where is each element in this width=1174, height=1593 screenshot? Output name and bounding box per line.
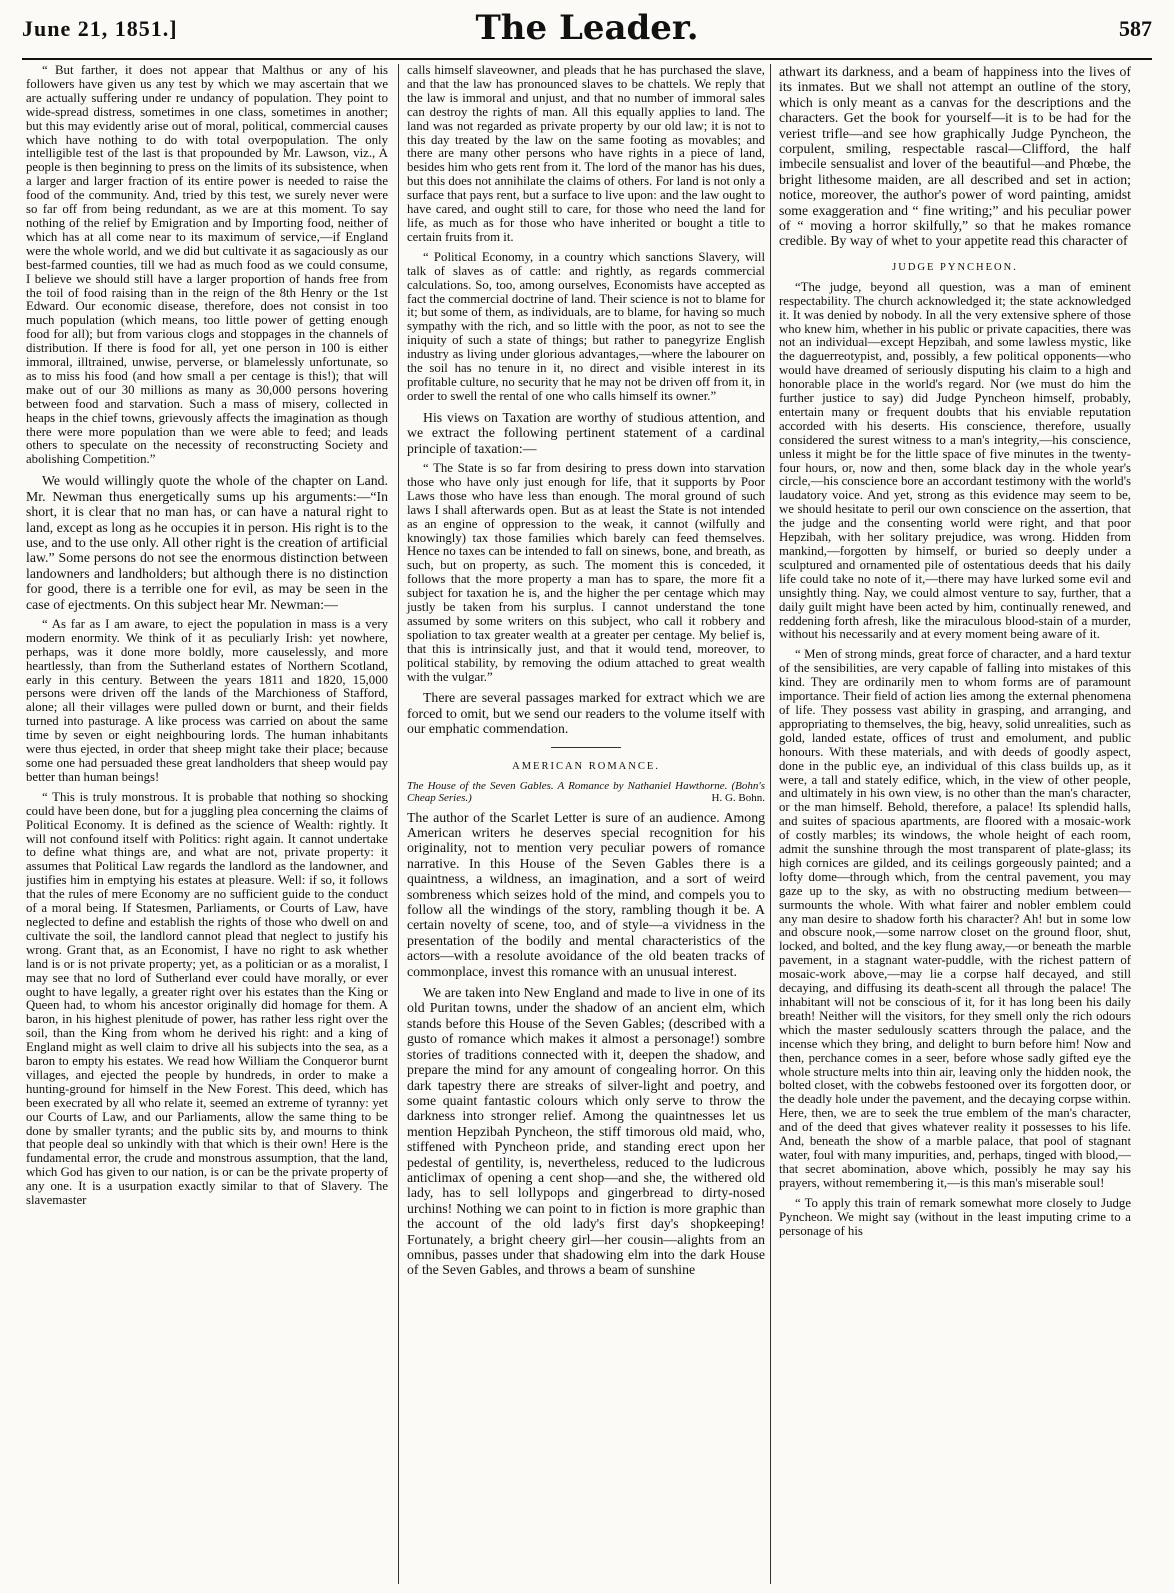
citation-title: The House of the Seven Gables. A Romance by Nathaniel Hawthorne. (Bohn's Cheap Series.): [407, 779, 765, 804]
page-number: 587: [1119, 16, 1152, 41]
masthead: [22, 6, 1152, 60]
paragraph: “ But farther, it does not appear that Malthus or any of his followers have given us any test by which we may ascertain that we are actually suffering under re undancy of population. They point to wide-spread distress, sometimes in one class, sometimes in another; but this may evidently arise out of moral, political, commercial causes which have nothing to do with total overpopulation. The only intelligible test of the last is that propounded by Mr. Lawson, viz., A people is then beginning to press on the limits of its subsistence, when a larger and larger fraction of its entire power is needed to raise the food of the community. And, tried by this test, we surely never were so far off from being redundant, as we are at this moment. To say nothing of the relief by Emigration and by Importing food, neither of which has at all come near to its maximum of service,—if England were the whole world, and we did but cultivate it as sagaciously as our best-farmed counties, till we had as much food as we could consume, I believe we should still have a larger proportion of hands free from the toil of food raising than in the reign of the 8th Henry or the 1st Edward. Our economic disease, therefore, does not consist in too much population (which means, too little power of getting enough food for all); but from various clogs and stoppages in the channels of distribution. If there is food for all, yet one person in 100 is either immoral, illtrained, unwise, perverse, or blamelessly unfortunate, so as to miss his food (and how small a per centage is this!); that will make out of our 30 millions as many as 30,000 persons hovering between food and starvation. Such a mass of misery, collected in heaps in the chief towns, grievously affects the imagination as though there were more population than we were able to feed; and leads others to speculate on the necessity of reconstructing Society and abolishing Competition.”: [26, 64, 388, 467]
column-1: [26, 64, 388, 1584]
paragraph: We would willingly quote the whole of the chapter on Land. Mr. Newman thus energetically sums up his arguments:—“In short, it is clear that no man has, or can have a natural right to land, except as long as he occupies it in person. His right is to the use, and to the use only. All other right is the creation of artificial law.” Some persons do not see the enormous distinction between landowners and landholders; but although there is no distinction for good, there is a terrible one for evil, as may be seen in the case of ejectments. On this subject hear Mr. Newman:—: [26, 473, 388, 612]
book-citation: [407, 780, 765, 804]
paragraph: “The judge, beyond all question, was a man of eminent respectability. The church acknowledged it; the state acknowledged it. It was denied by nobody. In all the very extensive sphere of those who knew him, whether in his public or private capacities, there was not an individual—except Hepzibah, and some lawless mystic, like the daguerreotypist, and, possibly, a few political opponents—who would have dreamed of seriously disputing his claim to a high and honorable place in the world's regard. Nor (we must do him the further justice to say) did Judge Pyncheon himself, probably, entertain many or frequent doubts that his enviable reputation accorded with his deserts. His conscience, therefore, usually considered the surest witness to a man's integrity,—his conscience, unless it might be for the little space of five minutes in the twenty-four hours, or, now and then, some black day in the whole year's circle,—his conscience bore an accordant testimony with the world's laudatory voice. And yet, strong as this evidence may seem to be, we should hesitate to peril our own conscience on the assertion, that the judge and the consenting world were right, and that poor Hepzibah, with her solitary prejudice, was wrong. Hidden from mankind,—forgotten by himself, or buried so deeply under a sculptured and ornamented pile of ostentatious deeds that his daily life could take no note of it,—there may have lurked some evil and unsightly thing. Nay, we could almost venture to say, further, that a daily guilt might have been acted by him, continually renewed, and reddening forth afresh, like the miraculous blood-stain of a murder, without his necessarily and at every moment being aware of it.: [779, 279, 1131, 642]
column-2: [398, 64, 765, 1584]
section-heading: AMERICAN ROMANCE.: [512, 760, 660, 772]
paragraph: “ To apply this train of remark somewhat more closely to Judge Pyncheon. We might say (without in the least imputing crime to a personage of his: [779, 1195, 1131, 1238]
paragraph: The author of the Scarlet Letter is sure of an audience. Among American writers he deserves special recognition for his originality, not to mention very peculiar powers of romance narrative. In this House of the Seven Gables there is a quaintness, a wildness, an imagination, and a sort of weird sombreness which seizes hold of the mind, and compels you to follow all the windings of the story, rambling though it be. A certain novelty of scene, too, and of style—a vividness in the presentation of the bodily and mental characteristics of the actors—with a resolute avoidance of the old beaten tracks of commonplace, invest this romance with an unusual interest.: [407, 809, 765, 979]
citation-publisher: H. G. Bohn.: [711, 791, 765, 804]
paragraph: We are taken into New England and made to live in one of its old Puritan towns, under the shadow of an ancient elm, which stands before this House of the Seven Gables; (described with a gusto of romance which makes it almost a personage!) sombre stories of traditions connected with it, deepen the shadow, and prepare the mind for any amount of congealing horror. On this dark tapestry there are streaks of silver-light and poetry, and some quaint fantastic colours which only serve to throw the darkness into stronger relief. Among the quaintnesses let us mention Hepzibah Pyncheon, the stiff timorous old maid, who, stiffened with Pyncheon pride, and standing erect upon her pedestal of gentility, is, nevertheless, reduced to the ludicrous anticlimax of opening a cent shop—and she, the withered old lady, has to sell lollypops and gingerbread to dirty-nosed urchins! Nothing we can point to in fiction is more graphic than the account of the old lady's first day's shopkeeping! Fortunately, a bright cheery girl—her cousin—alights from an omnibus, passes under that shadowing elm into the dark House of the Seven Gables, and throws a beam of sunshine: [407, 985, 765, 1278]
column-3: [770, 64, 1131, 1584]
paragraph: “ Political Economy, in a country which sanctions Slavery, will talk of slaves as of cattle: and rightly, as regards commercial calculations. So, too, among ourselves, Economists have accepted as fact the commercial doctrine of land. Their science is not to blame for it; but some of them, as individuals, are to blame, for having so much sympathy with the rich, and so little with the poor, as not to see the iniquity of such a state of things; but rather to panegyrize English industry as living under glorious advantages,—where the labourer on the soil has no tenure in it, no direct and visible interest in its profitable culture, no security that he may not be driven off from it, in order to swell the rental of one who calls himself its owner.”: [407, 249, 765, 403]
paragraph: There are several passages marked for extract which we are forced to omit, but we send our readers to the volume itself with our emphatic commendation.: [407, 690, 765, 737]
section-heading: JUDGE PYNCHEON.: [892, 261, 1018, 273]
paragraph: His views on Taxation are worthy of studious attention, and we extract the following pertinent statement of a cardinal principle of taxation:—: [407, 409, 765, 456]
paragraph: “ The State is so far from desiring to press down into starvation those who have only just enough for life, that it supports by Poor Laws those who have less than enough. The moral ground of such laws I shall afterwards open. But as at least the State is not intended as an engine of oppression to the weak, it cannot (wilfully and knowingly) tax those families which barely can feed themselves. Hence no taxes can be intended to fall on sinews, bone, and breath, as such, but on property, as such. The moment this is conceded, it follows that the more property a man has to spare, the more fit a subject for taxation he is, and the higher the per centage which may justly be taken from his surplus. I cannot understand the tone assumed by some writers on this subject, who call it robbery and spoliation to tax greater wealth at a greater per centage. My belief is, that this is intrinsically just, and that it would tend, moreover, to political stability, by removing the odium attached to great wealth with the vulgar.”: [407, 460, 765, 684]
newspaper-title: The Leader.: [475, 8, 699, 48]
paragraph: “ As far as I am aware, to eject the population in mass is a very modern enormity. We think of it as peculiarly Irish: yet nowhere, perhaps, was it done more boldly, more causelessly, and more heartlessly, than from the Sutherland estates of Northern Scotland, early in this century. Between the years 1811 and 1820, 15,000 persons were driven off the lands of the Marchioness of Stafford, alone; all their villages were pulled down or burnt, and their fields turned into pasturage. A like process was carried on about the same time by seven or eight neighbouring lords. The human inhabitants were thus ejected, in order that sheep might take their place; because some one had persuaded these great landholders that sheep would pay better than human beings!: [26, 616, 388, 784]
paragraph: calls himself slaveowner, and pleads that he has purchased the slave, and that the law has pronounced slaves to be chattels. We reply that the law is immoral and unjust, and that no number of immoral sales can destroy the rights of man. All this equally applies to land. The land was not regarded as private property by our old law; it is not to this day treated by the law on the same footing as movables; and there are many other persons who have rights in a piece of land, besides him who gets rent from it. The lord of the manor has his dues, but this does not annihilate the claims of others. For land is not only a surface that pays rent, but a surface to live upon: and the law ought to have cared, and ought still to care, for those who need the land for life, as much as for those who have inherited or bought a title to certain fruits from it.: [407, 64, 765, 244]
issue-date: June 21, 1851.]: [22, 16, 178, 41]
divider: [551, 747, 621, 748]
paragraph: “ Men of strong minds, great force of character, and a hard textur of the sensibilities, are very capable of falling into mistakes of this kind. They are ordinarily men to whom forms are of paramount importance. Their field of action lies among the external phenomena of life. They possess vast ability in grasping, and arranging, and appropriating to themselves, the big, heavy, solid unrealities, such as gold, landed estate, offices of trust and emolument, and public honours. With these materials, and with deeds of goodly aspect, done in the public eye, an individual of this class builds up, as it were, a tall and stately edifice, which, in the view of other people, and ultimately in his own view, is no other than the man's character, or the man himself. Behold, therefore, a palace! Its splendid halls, and suites of spacious apartments, are floored with a mosaic-work of costly marbles; its windows, the whole height of each room, admit the sunshine through the most transparent of plate-glass; its high cornices are gilded, and its ceilings gorgeously painted; and a lofty dome—through which, from the central pavement, you may gaze up to the sky, as with no obstructing medium between—surmounts the whole. With what fairer and nobler emblem could any man desire to shadow forth his character? Ah! but in some low and obscure nook,—some narrow closet on the ground floor, shut, locked, and bolted, and the key flung away,—or beneath the marble pavement, in a stagnant water-puddle, with the richest pattern of mosaic-work above,—may lie a corpse half decayed, and still decaying, and diffusing its death-scent all through the palace! The inhabitant will not be conscious of it, for it has long been his daily breath! Neither will the visitors, for they smell only the rich odours which the master sedulously scatters through the palace, and the incense which they bring, and delight to burn before him! Now and then, perchance comes in a seer, before whose sadly gifted eye the whole structure melts into thin air, leaving only the hidden nook, the bolted closet, with the cobwebs festooned over its forgotten door, or the deadly hole under the pavement, and the decaying corpse within. Here, then, we are to seek the true emblem of the man's character, and of the deed that gives whatever reality it possesses to his life. And, beneath the show of a marble palace, that pool of stagnant water, foul with many impurities, and, perhaps, tinged with blood,—that secret abomination, above which, possibly he may say his prayers, without remembering it,—is this man's miserable soul!: [779, 647, 1131, 1190]
paragraph: athwart its darkness, and a beam of happiness into the lives of its inmates. But we shall not attempt an outline of the story, which is only meant as a canvas for the descriptions and the characters. Get the book for yourself—it is to be had for the veriest trifle—and see how graphically Judge Pyncheon, the corpulent, smiling, respectable rascal—Clifford, the half imbecile sensualist and lover of the beautiful—and Phœbe, the bright lithesome maiden, are all described and set in action; notice, moreover, the author's power of word painting, amidst some exaggeration and “ fine writing;” and his peculiar power of “ moving a horror skilfully,” so that he makes romance credible. By way of whet to your appetite read this character of: [779, 64, 1131, 249]
paragraph: “ This is truly monstrous. It is probable that nothing so shocking could have been done, but for a juggling plea concerning the claims of Political Economy. It is defined as the science of Wealth: rightly. It will not confound itself with Politics: right again. It cannot undertake to define what things are, and what are not, private property: it assumes that Political Law regards the landlord as the landowner, and justifies him in emptying his estates at pleasure. Well: if so, it follows that the rules of mere Economy are no sufficient guide to the conduct of a moral being. If Statesmen, Parliaments, or Courts of Law, have neglected to define and establish the rights of those who dwell on and cultivate the soil, the landlord cannot plead that neglect to justify his wrong. Grant that, as an Economist, I have no right to ask whether land is or is not private property; yet, as a politician or as a moralist, I may see that no lord of Sutherland ever could have morally, or ever ought to have legally, a greater right over his estates than the King or Queen had, to whom his ancestor originally did homage for them. A baron, in his highest plenitude of power, has rather less right over the soil, than the King from whom he derived his right: and a king of England might as well claim to drive all his subjects into the sea, as a baron to empty his estates. We read how William the Conqueror burnt villages, and ejected the people by hundreds, in order to make a hunting-ground for himself in the New Forest. This deed, which has been execrated by all who relate it, seemed an extreme of tyranny: yet our Courts of Law, and our Parliaments, allow the same thing to be done by smaller tyrants; and the public sits by, and mourns to think that people deal so unkindly with that which is their own! Here is the fundamental error, the crude and monstrous assumption, that the land, which God has given to our nation, is or can be the private property of any one. It is a usurpation exactly similar to that of Slavery. The slavemaster: [26, 789, 388, 1208]
